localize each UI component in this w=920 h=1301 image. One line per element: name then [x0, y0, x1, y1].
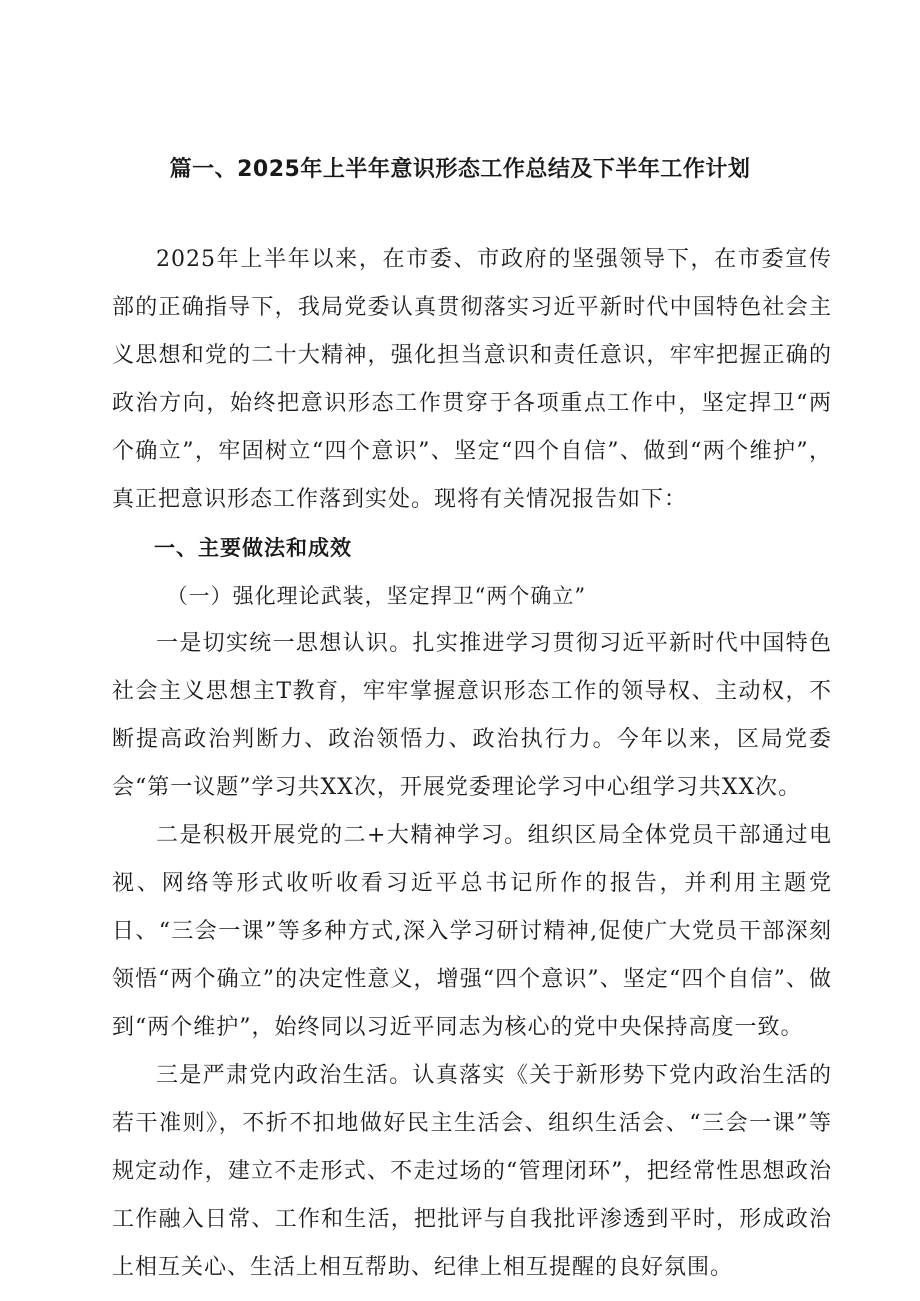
- body-paragraph: 一是切实统一思想认识。扎实推进学习贯彻习近平新时代中国特色社会主义思想主T教育，牢牢掌握意识形态工作的领导权、主动权，不断提高政治判断力、政治领悟力、政治执行力。今年以来，区局党委会“第一议题”学习共XX次，开展党委理论学习中心组学习共XX次。: [112, 631, 832, 800]
- intro-paragraph: 2025年上半年以来，在市委、市政府的坚强领导下，在市委宣传部的正确指导下，我局党委认真贯彻落实习近平新时代中国特色社会主义思想和党的二十大精神，强化担当意识和责任意识，牢牢把握正确的政治方向，始终把意识形态工作贯穿于各项重点工作中，坚定捍卫“两个确立”，牢固树立“四个意识”、坚定“四个自信”、做到“两个维护”，真正把意识形态工作落到实处。现将有关情况报告如下：: [112, 247, 832, 512]
- body-paragraph: 二是积极开展党的二+大精神学习。组织区局全体党员干部通过电视、网络等形式收听收看习近平总书记所作的报告，并利用主题党日、“三会一课”等多种方式,深入学习研讨精神,促使广大党员干部深刻领悟“两个确立”的决定性意义，增强“四个意识”、坚定“四个自信”、做到“两个维护”，始终同以习近平同志为核心的党中央保持高度一致。: [112, 823, 832, 1040]
- document-title: 篇一、2025年上半年意识形态工作总结及下半年工作计划: [169, 157, 751, 182]
- body-paragraph: 三是严肃党内政治生活。认真落实《关于新形势下党内政治生活的若干准则》，不折不扣地做好民主生活会、组织生活会、“三会一课”等规定动作，建立不走形式、不走过场的“管理闭环”，把经常性思想政治工作融入日常、工作和生活，把批评与自我批评渗透到平时，形成政治上相互关心、生活上相互帮助、纪律上相互提醒的良好氛围。: [112, 1063, 832, 1280]
- subsection-heading: （一）强化理论武装，坚定捍卫“两个确立”: [166, 584, 587, 608]
- section-heading: 一、主要做法和成效: [154, 536, 352, 560]
- document-body: [112, 236, 832, 1292]
